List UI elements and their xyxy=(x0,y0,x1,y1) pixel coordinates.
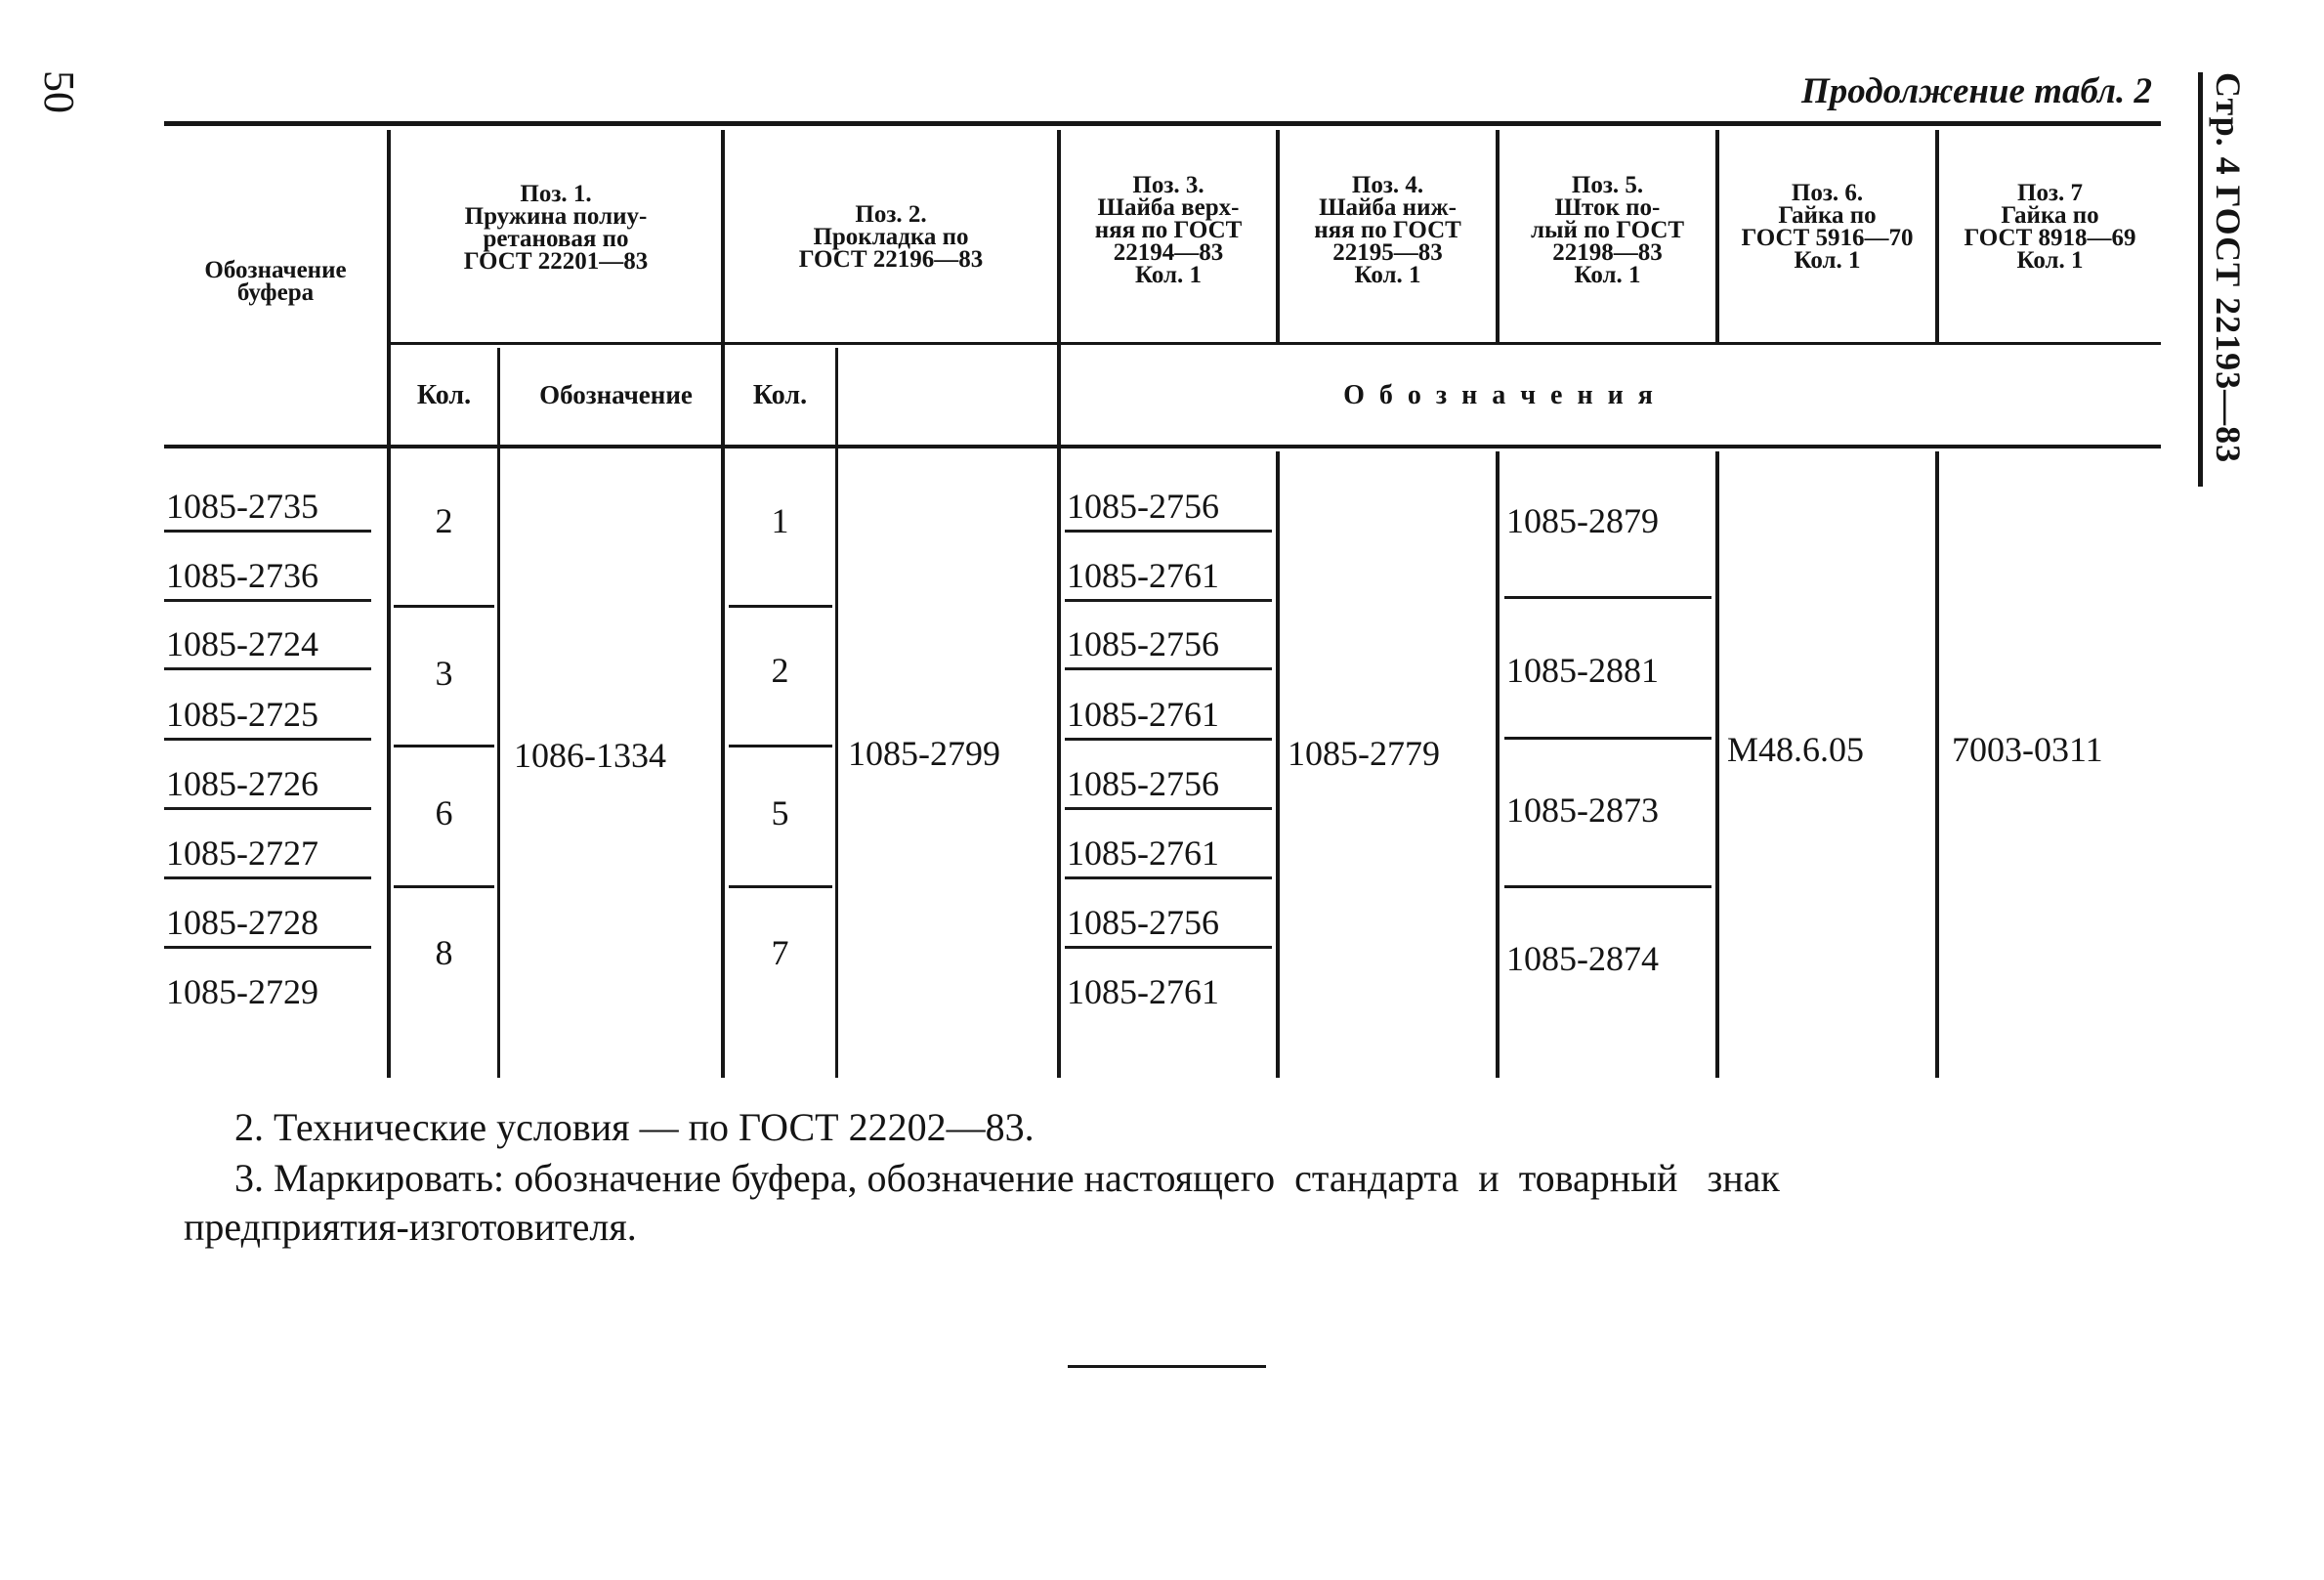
col-rule xyxy=(497,348,500,1078)
poz3-designation: 1085-2756 xyxy=(1067,903,1219,942)
poz2-quantity: 7 xyxy=(771,933,789,972)
poz4-designation: 1085-2779 xyxy=(1288,734,1440,773)
header-bottom-rule xyxy=(164,445,2161,448)
poz5-designation: 1085-2879 xyxy=(1506,501,1659,540)
row-separator xyxy=(394,605,494,608)
subheader-kol-1: Кол. xyxy=(416,380,472,410)
poz1-quantity: 2 xyxy=(435,501,453,540)
header-line: Поз. 6. xyxy=(1791,180,1864,206)
underline xyxy=(164,876,371,879)
underline xyxy=(164,667,371,670)
poz1-designation: 1086-1334 xyxy=(514,736,666,775)
buffer-designation: 1085-2729 xyxy=(166,972,318,1011)
header-line: Кол. 1 xyxy=(1574,262,1641,288)
row-separator xyxy=(394,885,494,888)
underline xyxy=(1065,876,1272,879)
poz3-designation: 1085-2761 xyxy=(1067,695,1219,734)
note-marking: 3. Маркировать: обозначение буфера, обозначение настоящего стандарта и товарный знак xyxy=(234,1156,1780,1200)
poz3-designation: 1085-2761 xyxy=(1067,972,1219,1011)
buffer-designation: 1085-2728 xyxy=(166,903,318,942)
header-line: няя по ГОСТ xyxy=(1314,217,1461,243)
header-line: Гайка по xyxy=(1778,202,1877,229)
poz1-quantity: 6 xyxy=(435,793,453,833)
note-marking-continued: предприятия-изготовителя. xyxy=(184,1205,637,1249)
col-rule xyxy=(1276,451,1280,1078)
header-line: Поз. 7 xyxy=(2017,180,2083,206)
row-separator xyxy=(1504,737,1711,740)
header-line: ГОСТ 8918—69 xyxy=(1964,225,2136,251)
page-number: 50 xyxy=(35,70,83,113)
header-line: ГОСТ 5916—70 xyxy=(1741,225,1914,251)
subheader-designation-1: Обозначение xyxy=(539,380,693,409)
underline xyxy=(164,807,371,810)
subheader-kol-2: Кол. xyxy=(752,380,808,410)
poz7-designation: 7003-0311 xyxy=(1952,730,2103,769)
poz3-designation: 1085-2761 xyxy=(1067,833,1219,873)
header-line: лый по ГОСТ xyxy=(1530,217,1685,243)
header-line: Поз. 3. xyxy=(1132,172,1204,198)
poz5-designation: 1085-2873 xyxy=(1506,790,1659,830)
note-technical-conditions: 2. Технические условия — по ГОСТ 22202—83. xyxy=(234,1105,1035,1149)
buffer-designation: 1085-2735 xyxy=(166,487,318,526)
header-line: Прокладка по xyxy=(813,224,969,250)
underline xyxy=(164,946,371,949)
header-divider-rule xyxy=(389,342,2161,345)
poz5-designation: 1085-2874 xyxy=(1506,939,1659,978)
col-rule xyxy=(1715,451,1719,1078)
row-separator xyxy=(729,745,832,747)
header-line: ГОСТ 22196—83 xyxy=(798,246,984,273)
underline xyxy=(1065,667,1272,670)
header-line: Поз. 4. xyxy=(1351,172,1424,198)
header-line: 22194—83 xyxy=(1113,239,1224,266)
header-poz3 xyxy=(1061,174,1276,286)
header-line: Кол. 1 xyxy=(1134,262,1203,288)
header-line: Обозначение xyxy=(204,257,347,283)
poz3-designation: 1085-2756 xyxy=(1067,764,1219,803)
poz3-designation: 1085-2756 xyxy=(1067,487,1219,526)
poz3-designation: 1085-2761 xyxy=(1067,556,1219,595)
header-line: Кол. 1 xyxy=(1354,262,1421,288)
underline xyxy=(1065,946,1272,949)
side-standard-label: Стр. 4 ГОСТ 22193—83 xyxy=(2209,72,2248,464)
header-poz2 xyxy=(725,203,1057,271)
underline xyxy=(164,530,371,533)
poz2-quantity: 1 xyxy=(771,501,789,540)
buffer-designation: 1085-2726 xyxy=(166,764,318,803)
header-poz1 xyxy=(391,183,721,273)
row-separator xyxy=(729,605,832,608)
col-rule xyxy=(835,348,838,1078)
header-line: Гайка по xyxy=(2001,202,2099,229)
underline xyxy=(1065,599,1272,602)
underline xyxy=(1065,807,1272,810)
row-separator xyxy=(1504,596,1711,599)
poz6-designation: M48.6.05 xyxy=(1727,730,1865,769)
end-rule xyxy=(1068,1365,1266,1368)
header-line: Шайба ниж- xyxy=(1319,194,1457,221)
row-separator xyxy=(729,885,832,888)
poz1-quantity: 3 xyxy=(435,654,453,693)
underline xyxy=(1065,530,1272,533)
underline xyxy=(164,738,371,741)
header-line: Шток по- xyxy=(1554,194,1661,221)
buffer-designation: 1085-2727 xyxy=(166,833,318,873)
header-line: буфера xyxy=(236,279,315,306)
header-buffer-designation xyxy=(164,259,387,304)
table-top-rule xyxy=(164,121,2161,126)
poz3-designation: 1085-2756 xyxy=(1067,624,1219,663)
buffer-designation: 1085-2736 xyxy=(166,556,318,595)
subheader-designations: О б о з н а ч е н и я xyxy=(1343,380,1657,410)
buffer-designation: 1085-2725 xyxy=(166,695,318,734)
row-separator xyxy=(1504,885,1711,888)
header-line: Поз. 5. xyxy=(1571,172,1644,198)
poz5-designation: 1085-2881 xyxy=(1506,651,1659,690)
header-poz5 xyxy=(1500,174,1715,286)
buffer-designation: 1085-2724 xyxy=(166,624,318,663)
header-poz7 xyxy=(1939,182,2161,272)
underline xyxy=(164,599,371,602)
header-line: 22195—83 xyxy=(1332,239,1443,266)
header-line: ГОСТ 22201—83 xyxy=(463,248,649,275)
poz2-quantity: 2 xyxy=(771,651,789,690)
header-poz6 xyxy=(1719,182,1935,272)
poz2-designation: 1085-2799 xyxy=(848,734,1000,773)
header-line: Поз. 2. xyxy=(855,201,927,228)
table-continuation-label: Продолжение табл. 2 xyxy=(1801,71,2152,111)
underline xyxy=(1065,738,1272,741)
col-rule xyxy=(1496,451,1500,1078)
side-vertical-rule xyxy=(2198,72,2203,487)
row-separator xyxy=(394,745,494,747)
header-line: няя по ГОСТ xyxy=(1094,217,1243,243)
header-line: 22198—83 xyxy=(1552,239,1663,266)
header-line: ретановая по xyxy=(483,226,629,252)
header-line: Кол. 1 xyxy=(1794,247,1861,274)
header-line: Шайба верх- xyxy=(1097,194,1240,221)
header-line: Кол. 1 xyxy=(2016,247,2084,274)
col-rule xyxy=(1935,451,1939,1078)
poz2-quantity: 5 xyxy=(771,793,789,833)
header-line: Пружина полиу- xyxy=(464,203,648,230)
header-line: Поз. 1. xyxy=(520,181,592,207)
poz1-quantity: 8 xyxy=(435,933,453,972)
header-poz4 xyxy=(1280,174,1496,286)
